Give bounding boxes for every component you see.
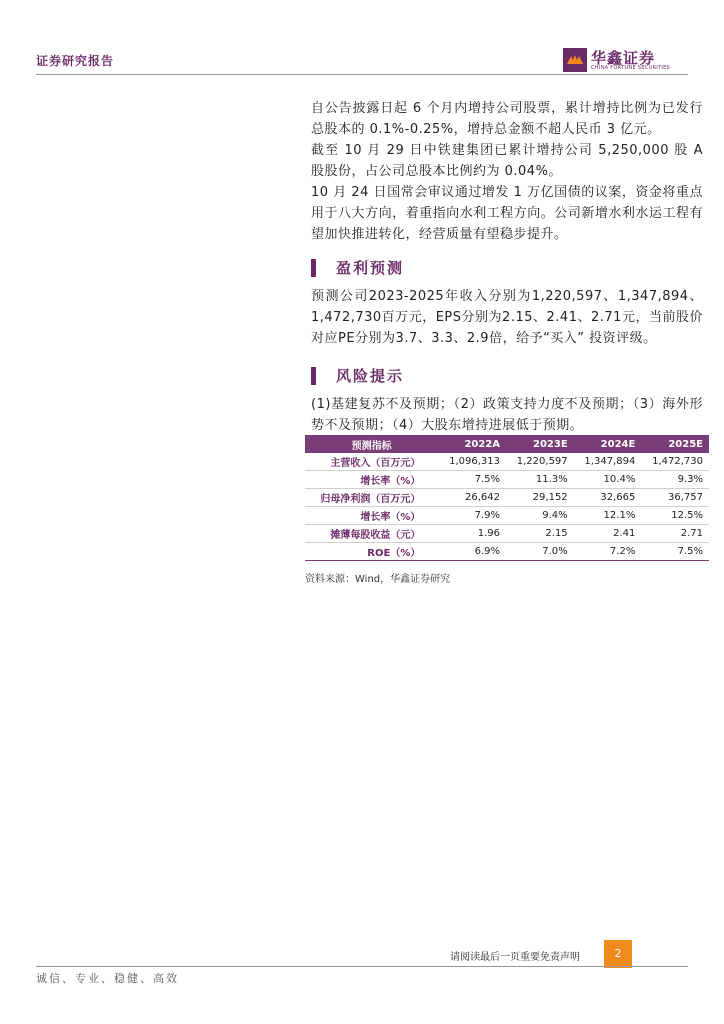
table-cell: 7.9% <box>438 507 506 525</box>
row-label: ROE（%） <box>305 543 438 561</box>
section-risk <box>311 365 703 386</box>
table-cell: 1,220,597 <box>506 453 574 471</box>
table-cell: 29,152 <box>506 489 574 507</box>
table-cell: 1,096,313 <box>438 453 506 471</box>
table-cell: 10.4% <box>574 471 642 489</box>
table-cell: 32,665 <box>574 489 642 507</box>
table-row <box>305 543 709 561</box>
table-row <box>305 453 709 471</box>
table-header-row <box>305 435 709 453</box>
section-title-risk: 风险提示 <box>336 367 405 385</box>
logo-subtitle: CHINA FORTUNE SECURITIES <box>591 65 671 71</box>
table-source-note: 资料来源：Wind，华鑫证券研究 <box>305 574 451 585</box>
table-cell: 9.4% <box>506 507 574 525</box>
table-cell: 36,757 <box>641 489 709 507</box>
table-header-cell: 2022A <box>438 435 506 453</box>
table-row <box>305 471 709 489</box>
paragraph-forecast: 预测公司2023-2025年收入分别为1,220,597、1,347,894、1,472,730百万元，EPS分别为2.15、2.41、2.71元，当前股价对应PE分别为3.7、3.3、2.9倍，给予“买入” 投资评级。 <box>311 289 703 346</box>
table-cell: 26,642 <box>438 489 506 507</box>
section-earnings-forecast <box>311 257 703 278</box>
table-cell: 12.5% <box>641 507 709 525</box>
page-number-badge: 2 <box>604 940 632 968</box>
paragraph-risk: (1)基建复苏不及预期；（2）政策支持力度不及预期；（3）海外形势不及预期；（4）大股东增持进展低于预期。 <box>311 397 703 433</box>
table-row <box>305 525 709 543</box>
table-cell: 1,472,730 <box>641 453 709 471</box>
main-content <box>311 98 703 436</box>
section-bar-icon <box>311 259 316 277</box>
section-bar-icon <box>311 367 316 385</box>
table-header-cell: 2023E <box>506 435 574 453</box>
table-row <box>305 489 709 507</box>
table-cell: 11.3% <box>506 471 574 489</box>
table-cell: 7.0% <box>506 543 574 561</box>
report-type-label: 证券研究报告 <box>36 54 115 68</box>
row-label: 摊薄每股收益（元） <box>305 525 438 543</box>
table-cell: 7.2% <box>574 543 642 561</box>
logo-mark-icon <box>563 48 587 72</box>
table-row <box>305 507 709 525</box>
table-cell: 7.5% <box>641 543 709 561</box>
table-cell: 6.9% <box>438 543 506 561</box>
disclaimer-text: 请阅读最后一页重要免责声明 <box>450 952 580 963</box>
forecast-table <box>305 435 709 561</box>
section-title-earnings: 盈利预测 <box>336 259 405 277</box>
row-label: 增长率（%） <box>305 471 438 489</box>
table-header-cell: 预测指标 <box>305 435 438 453</box>
row-label: 增长率（%） <box>305 507 438 525</box>
logo-name: 华鑫证券 <box>591 49 656 67</box>
paragraph-buyback-progress: 截至 10 月 29 日中铁建集团已累计增持公司 5,250,000 股 A 股股份，占公司总股本比例约为 0.04%。 <box>311 143 703 179</box>
paragraph-policy: 10 月 24 日国常会审议通过增发 1 万亿国债的议案，资金将重点用于八大方向，着重指向水利工程方向。公司新增水利水运工程有望加快推进转化，经营质量有望稳步提升。 <box>311 185 703 242</box>
row-label: 归母净利润（百万元） <box>305 489 438 507</box>
footer-divider <box>36 966 688 967</box>
table-cell: 7.5% <box>438 471 506 489</box>
header-divider <box>36 74 688 75</box>
table-cell: 9.3% <box>641 471 709 489</box>
table-cell: 2.41 <box>574 525 642 543</box>
table-cell: 2.15 <box>506 525 574 543</box>
table-cell: 2.71 <box>641 525 709 543</box>
company-logo <box>563 46 683 74</box>
paragraph-buyback-plan: 自公告披露日起 6 个月内增持公司股票，累计增持比例为已发行总股本的 0.1%-0.25%，增持总金额不超人民币 3 亿元。 <box>311 101 703 137</box>
table-cell: 1,347,894 <box>574 453 642 471</box>
table-header-cell: 2025E <box>641 435 709 453</box>
row-label: 主营收入（百万元） <box>305 453 438 471</box>
table-cell: 1.96 <box>438 525 506 543</box>
table-header-cell: 2024E <box>574 435 642 453</box>
table-cell: 12.1% <box>574 507 642 525</box>
footer-slogan: 诚信、专业、稳健、高效 <box>36 972 179 985</box>
